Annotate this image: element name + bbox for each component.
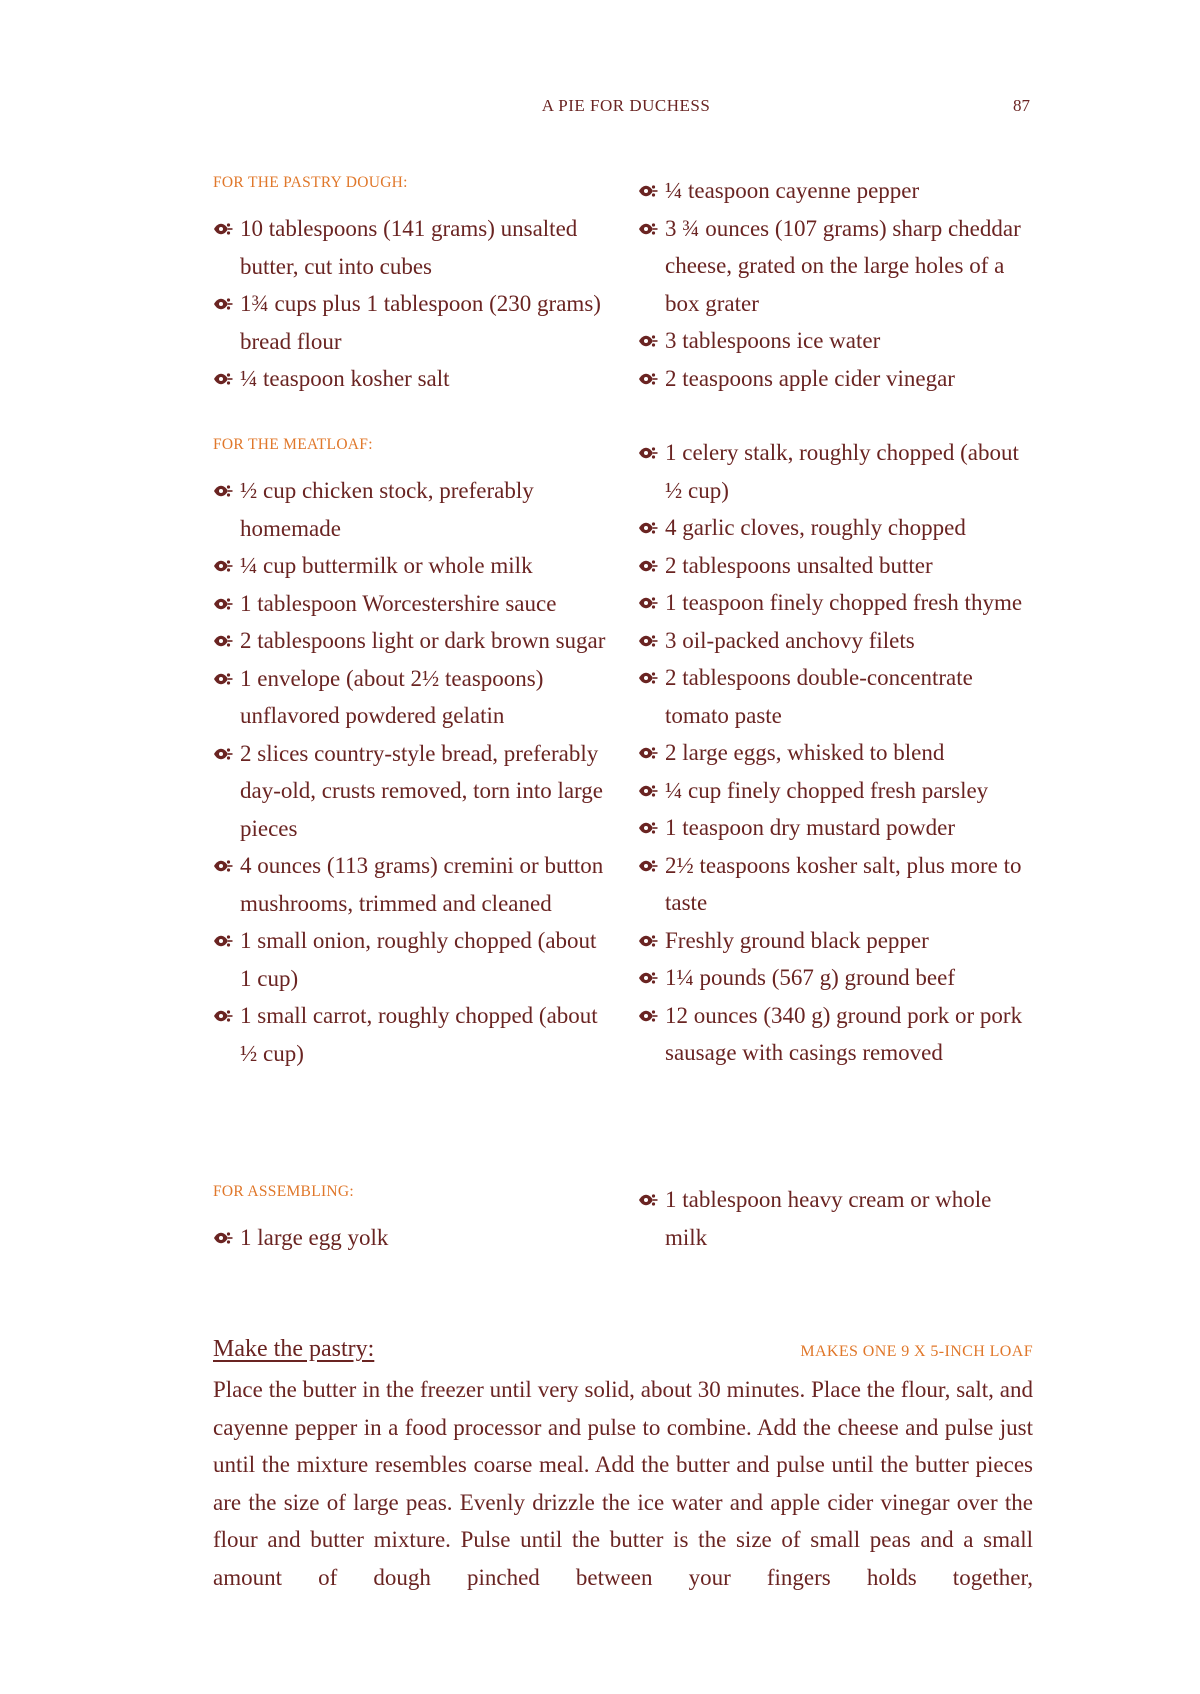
meatloaf-right-column [638, 434, 1038, 1072]
ingredient-text: 1 envelope (about 2½ teaspoons) unflavored powdered gelatin [240, 665, 544, 728]
ingredient-text: 4 ounces (113 grams) cremini or button mushrooms, trimmed and cleaned [240, 853, 604, 916]
fleuron-bullet-icon [213, 596, 233, 612]
ingredient-item [638, 772, 1038, 810]
ingredient-text: 4 garlic cloves, roughly chopped [665, 515, 966, 540]
ingredient-text: 1 teaspoon finely chopped fresh thyme [665, 590, 1023, 615]
ingredient-text: 1 teaspoon dry mustard powder [665, 815, 955, 840]
fleuron-bullet-icon [638, 1192, 658, 1208]
fleuron-bullet-icon [638, 221, 658, 237]
fleuron-bullet-icon [213, 558, 233, 574]
ingredient-item [638, 1181, 1038, 1256]
ingredient-text: ¼ cup buttermilk or whole milk [240, 553, 533, 578]
ingredient-text: 1¾ cups plus 1 tablespoon (230 grams) bread flour [240, 291, 601, 354]
fleuron-bullet-icon [213, 221, 233, 237]
fleuron-bullet-icon [638, 183, 658, 199]
ingredient-text: 1 small carrot, roughly chopped (about ½ cup) [240, 1003, 598, 1066]
ingredient-text: 12 ounces (340 g) ground pork or pork sausage with casings removed [665, 1002, 1023, 1065]
assembling-left-list [213, 1219, 608, 1257]
ingredient-item [638, 509, 1038, 547]
ingredient-text: Freshly ground black pepper [665, 927, 929, 953]
ingredient-item [213, 997, 608, 1072]
fleuron-bullet-icon [638, 820, 658, 836]
ingredient-text: 1 tablespoon Worcestershire sauce [240, 590, 557, 616]
fleuron-bullet-icon [213, 296, 233, 312]
fleuron-bullet-icon [638, 783, 658, 799]
ingredient-item [213, 922, 608, 997]
ingredient-item [638, 210, 1038, 323]
ingredient-item [638, 809, 1038, 847]
fleuron-bullet-icon [638, 445, 658, 461]
fleuron-bullet-icon [213, 858, 233, 874]
fleuron-bullet-icon [638, 670, 658, 686]
assembling-right-column [638, 1181, 1038, 1256]
ingredient-text: ¼ teaspoon cayenne pepper [665, 178, 920, 203]
fleuron-bullet-icon [638, 970, 658, 986]
ingredient-item [213, 547, 608, 585]
ingredient-item [213, 622, 608, 660]
ingredient-item [638, 584, 1038, 622]
pastry-right-list [638, 172, 1038, 397]
ingredient-text: 10 tablespoons (141 grams) unsalted butter, cut into cubes [240, 216, 578, 279]
ingredient-text: 3 ¾ ounces (107 grams) sharp cheddar cheese, grated on the large holes of a box grater [665, 215, 1021, 316]
ingredient-item [213, 585, 608, 623]
method-title: Make the pastry: [213, 1336, 375, 1362]
ingredient-text: 1 tablespoon heavy cream or whole milk [665, 1187, 992, 1250]
fleuron-bullet-icon [213, 633, 233, 649]
fleuron-bullet-icon [638, 1008, 658, 1024]
ingredient-text: ¼ teaspoon kosher salt [240, 366, 450, 391]
ingredient-item [213, 285, 608, 360]
fleuron-bullet-icon [638, 858, 658, 874]
ingredient-text: 2½ teaspoons kosher salt, plus more to taste [665, 852, 1022, 915]
ingredient-item [638, 959, 1038, 997]
ingredient-item [638, 172, 1038, 210]
ingredient-item [638, 922, 1038, 960]
ingredient-item [213, 660, 608, 735]
ingredient-item [638, 434, 1038, 509]
ingredient-text: 3 oil-packed anchovy filets [665, 627, 915, 653]
ingredient-item [638, 734, 1038, 772]
ingredient-item [638, 847, 1038, 922]
ingredient-item [213, 472, 608, 547]
page-number: 87 [1013, 96, 1030, 115]
ingredient-item [213, 847, 608, 922]
pastry-right-column [638, 172, 1038, 397]
ingredient-item [638, 997, 1038, 1072]
fleuron-bullet-icon [638, 558, 658, 574]
assembling-heading: FOR ASSEMBLING: [213, 1183, 355, 1200]
ingredient-item [638, 360, 1038, 398]
ingredient-text: 2 large eggs, whisked to blend [665, 740, 945, 765]
ingredient-item [213, 1219, 608, 1257]
ingredient-item [638, 622, 1038, 660]
ingredient-item [213, 360, 608, 398]
ingredient-item [638, 322, 1038, 360]
fleuron-bullet-icon [213, 671, 233, 687]
fleuron-bullet-icon [638, 933, 658, 949]
ingredient-text: 1 large egg yolk [240, 1225, 389, 1250]
method-header [213, 1336, 1033, 1370]
fleuron-bullet-icon [638, 745, 658, 761]
fleuron-bullet-icon [213, 371, 233, 387]
ingredient-text: 1 celery stalk, roughly chopped (about ½ cup) [665, 440, 1019, 503]
meatloaf-right-list [638, 434, 1038, 1072]
ingredient-item [213, 210, 608, 285]
ingredient-item [638, 659, 1038, 734]
fleuron-bullet-icon [213, 483, 233, 499]
yield-label: MAKES ONE 9 X 5-INCH LOAF [800, 1343, 1033, 1360]
ingredient-text: 2 tablespoons unsalted butter [665, 552, 933, 578]
meatloaf-heading: FOR THE MEATLOAF: [213, 436, 373, 453]
running-title: A PIE FOR DUCHESS [541, 96, 711, 115]
fleuron-bullet-icon [638, 633, 658, 649]
ingredient-text: 2 tablespoons light or dark brown sugar [240, 628, 606, 653]
assembling-right-list [638, 1181, 1038, 1256]
fleuron-bullet-icon [213, 1008, 233, 1024]
ingredient-text: ¼ cup finely chopped fresh parsley [665, 777, 989, 803]
ingredient-item [638, 547, 1038, 585]
fleuron-bullet-icon [213, 933, 233, 949]
meatloaf-left-column [213, 434, 608, 1072]
method-paragraph: Place the butter in the freezer until very solid, about 30 minutes. Place the flour, salt, and cayenne pepper in a food processor and pulse to combine. Add the cheese and pulse just until the mixture resembles coarse meal. Add the butter and pulse until the butter pieces are the size of large peas. Evenly drizzle the ice water and apple cider vinegar over the flour and butter mixture. Pulse until the butter is the size of small peas and a small amount of dough pinched between your fingers holds together, [213, 1377, 1033, 1590]
ingredient-text: ½ cup chicken stock, preferably homemade [240, 478, 534, 541]
ingredient-text: 1¼ pounds (567 g) ground beef [665, 965, 956, 990]
fleuron-bullet-icon [638, 520, 658, 536]
assembling-left-column [213, 1181, 608, 1257]
ingredient-text: 2 teaspoons apple cider vinegar [665, 365, 955, 391]
meatloaf-left-list [213, 472, 608, 1072]
fleuron-bullet-icon [638, 595, 658, 611]
ingredient-item [213, 735, 608, 848]
ingredient-text: 1 small onion, roughly chopped (about 1 cup) [240, 928, 597, 991]
fleuron-bullet-icon [213, 1230, 233, 1246]
fleuron-bullet-icon [213, 746, 233, 762]
ingredient-text: 2 slices country-style bread, preferably day-old, crusts removed, torn into large pieces [240, 740, 604, 841]
running-head [0, 96, 1200, 120]
fleuron-bullet-icon [638, 371, 658, 387]
fleuron-bullet-icon [638, 333, 658, 349]
ingredient-text: 2 tablespoons double-concentrate tomato paste [665, 665, 973, 728]
pastry-left-column [213, 172, 608, 398]
pastry-heading: FOR THE PASTRY DOUGH: [213, 174, 408, 191]
pastry-left-list [213, 210, 608, 398]
ingredient-text: 3 tablespoons ice water [665, 328, 881, 353]
